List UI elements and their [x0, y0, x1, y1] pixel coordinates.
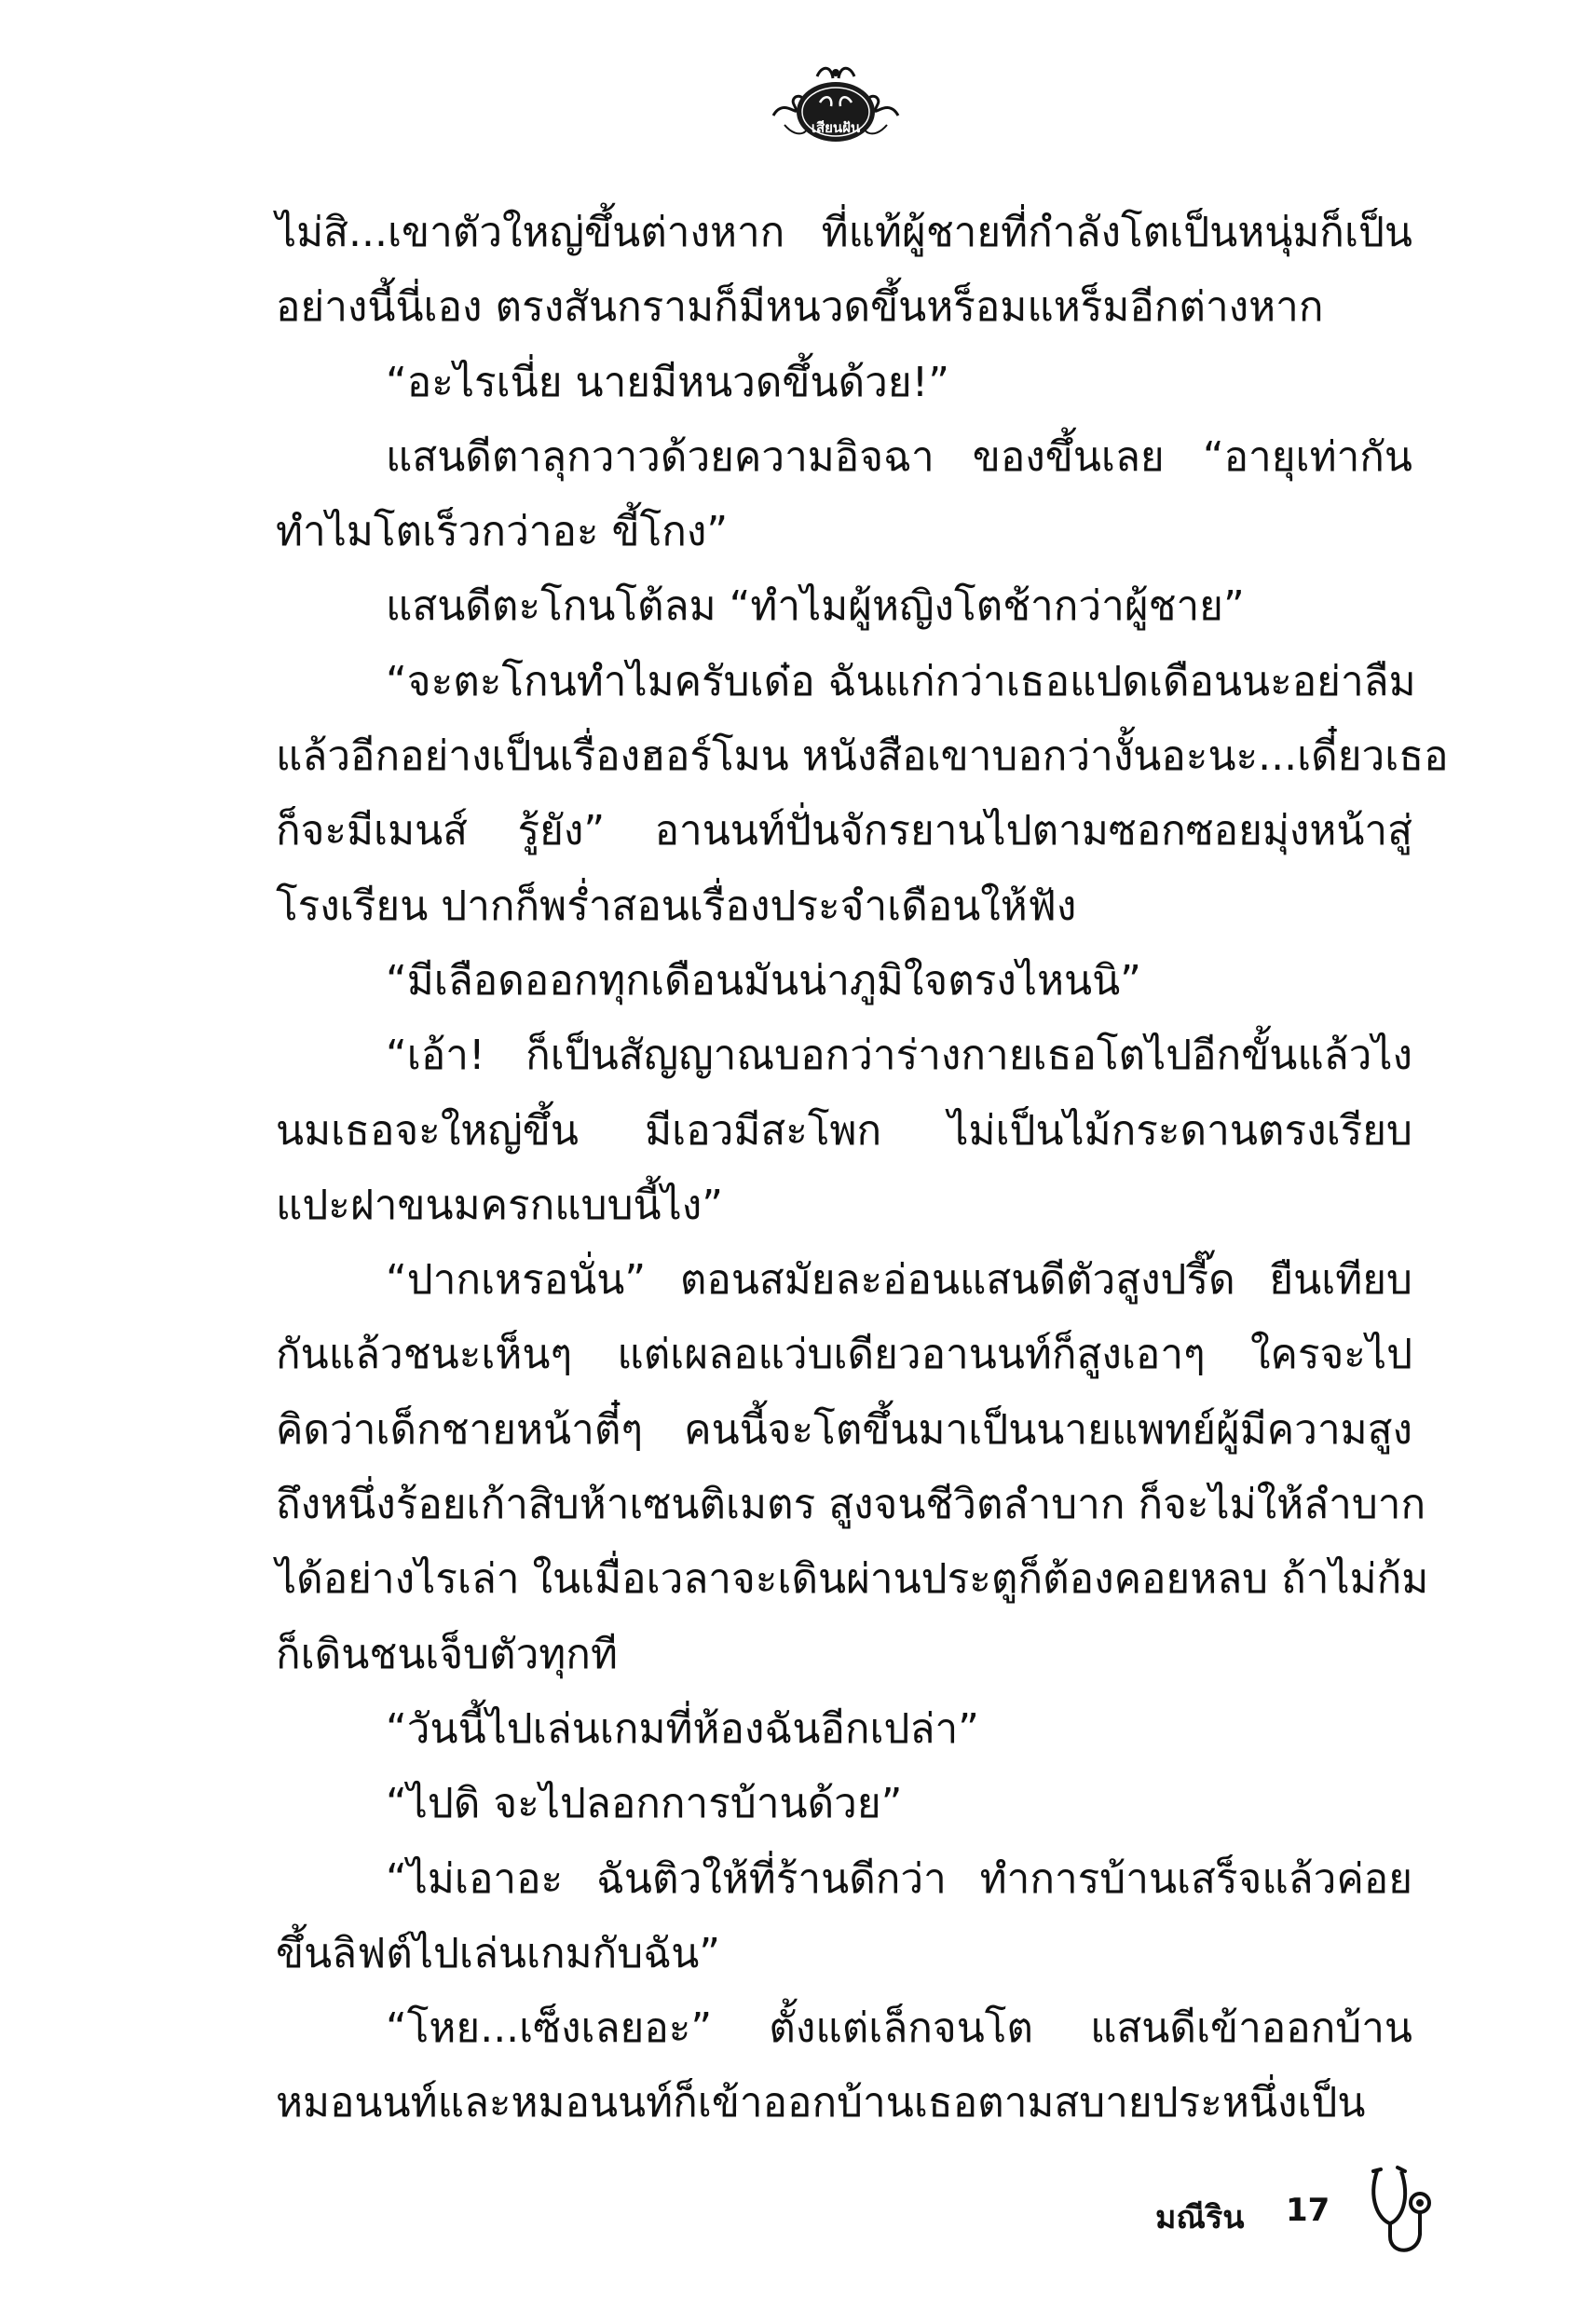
text-line: “มีเลือดออกทุกเดือนมันน่าภูมิใจตรงไหนนิ”: [386, 956, 1141, 1005]
text-line: ถึงหนึ่งร้อยเก้าสิบห้าเซนติเมตร สูงจนชีวิตลำบาก ก็จะไม่ให้ลำบาก: [276, 1481, 1426, 1529]
text-line: โรงเรียน ปากก็พร่ำสอนเรื่องประจำเดือนให้ฟัง: [276, 882, 1077, 930]
text-line: ได้อย่างไรเล่า ในเมื่อเวลาจะเดินผ่านประตูก็ต้องคอยหลบ ถ้าไม่ก้ม: [276, 1555, 1429, 1604]
logo-text: เสียนฝัน: [811, 119, 861, 136]
text-line: “ไปดิ จะไปลอกการบ้านด้วย”: [386, 1780, 903, 1828]
story-text: [276, 196, 1449, 2141]
text-line: “โหย...เซ็งเลยอะ” ตั้งแต่เล็กจนโต แสนดีเข้าออกบ้าน: [386, 2004, 1412, 2053]
page-number: 17: [1286, 2192, 1330, 2229]
text-line: ก็เดินชนเจ็บตัวทุกที: [276, 1630, 618, 1678]
text-line: แปะฝาขนมครกแบบนี้ไง”: [276, 1181, 723, 1229]
text-line: นมเธอจะใหญ่ขึ้น มีเอวมีสะโพก ไม่เป็นไม้กระดานตรงเรียบ: [276, 1106, 1412, 1155]
text-line: คิดว่าเด็กชายหน้าตี๋ๆ คนนี้จะโตขึ้นมาเป็นนายแพทย์ผู้มีความสูง: [276, 1405, 1412, 1454]
text-line: ไม่สิ...เขาตัวใหญ่ขึ้นต่างหาก ที่แท้ผู้ชายที่กำลังโตเป็นหนุ่มก็เป็น: [276, 209, 1412, 256]
publisher-logo: [766, 58, 906, 151]
text-line: “ไม่เอาอะ ฉันติวให้ที่ร้านดีกว่า ทำการบ้านเสร็จแล้วค่อย: [386, 1854, 1412, 1903]
text-line: หมอนนท์และหมอนนท์ก็เข้าออกบ้านเธอตามสบายประหนึ่งเป็น: [276, 2079, 1366, 2127]
text-line: แสนดีตะโกนโต้ลม “ทำไมผู้หญิงโตช้ากว่าผู้ชาย”: [386, 582, 1245, 631]
text-line: “วันนี้ไปเล่นเกมที่ห้องฉันอีกเปล่า”: [386, 1704, 979, 1753]
stethoscope-icon: [1360, 2162, 1444, 2264]
text-line: “จะตะโกนทำไมครับเด๋อ ฉันแก่กว่าเธอแปดเดือนนะอย่าลืม: [386, 657, 1416, 705]
ornate-swan-logo-icon: [766, 58, 906, 151]
text-line: “เอ้า! ก็เป็นสัญญาณบอกว่าร่างกายเธอโตไปอีกขั้นแล้วไง: [386, 1032, 1412, 1080]
text-line: แล้วอีกอย่างเป็นเรื่องฮอร์โมน หนังสือเขาบอกว่างั้นอะนะ...เดี๋ยวเธอ: [276, 732, 1449, 781]
text-line: ก็จะมีเมนส์ รู้ยัง” อานนท์ปั่นจักรยานไปตามซอกซอยมุ่งหน้าสู่: [276, 807, 1412, 855]
text-line: ขึ้นลิฟต์ไปเล่นเกมกับฉัน”: [276, 1929, 721, 1977]
text-line: แสนดีตาลุกวาวด้วยความอิจฉา ของขึ้นเลย “อายุเท่ากัน: [386, 432, 1412, 481]
book-title: มณีริน: [1155, 2199, 1245, 2236]
text-line: “อะไรเนี่ย นายมีหนวดขึ้นด้วย!”: [386, 358, 950, 406]
page-footer: [1155, 2162, 1444, 2264]
text-line: ทำไมโตเร็วกว่าอะ ขี้โกง”: [276, 508, 729, 556]
text-line: อย่างนี้นี่เอง ตรงสันกรามก็มีหนวดขึ้นหร็อมแหร็มอีกต่างหาก: [276, 283, 1324, 332]
text-line: กันแล้วชนะเห็นๆ แต่เผลอแว่บเดียวอานนท์ก็สูงเอาๆ ใครจะไป: [276, 1331, 1412, 1379]
text-line: “ปากเหรอนั่น” ตอนสมัยละอ่อนแสนดีตัวสูงปรี๊ด ยืนเทียบ: [386, 1256, 1412, 1305]
